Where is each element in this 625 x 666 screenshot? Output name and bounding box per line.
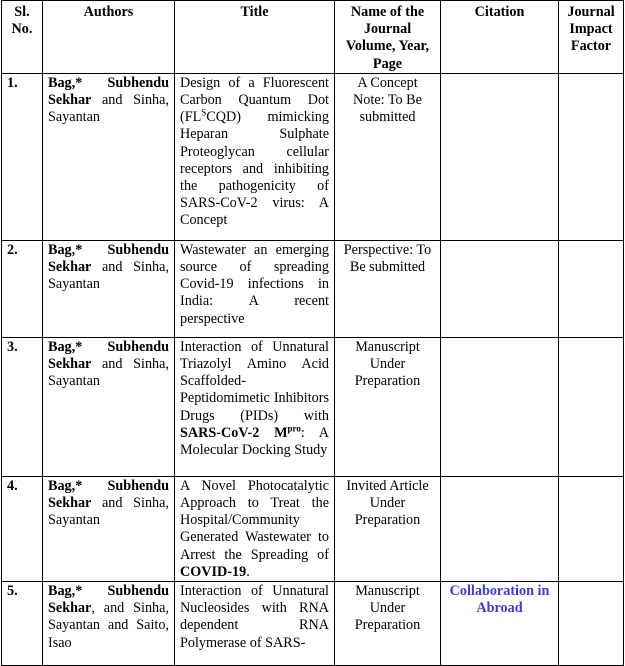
lead-author: Bag,* Subhendu Sekhar xyxy=(48,583,169,617)
journal-cell: Perspective: To Be submitted xyxy=(335,240,441,337)
title-text-a: Design of a Fluorescent Carbon Quantum Dot (FL xyxy=(180,74,329,126)
row-number: 1. xyxy=(2,73,43,240)
citation-cell xyxy=(441,73,559,240)
publications-table xyxy=(1,0,624,666)
title-text-a: Interaction of Unnatural Triazolyl Amino Acid Scaffolded-Peptidomimetic Inhibitors Drugs (PIDs) with xyxy=(180,338,329,424)
title-bold-text: SARS-CoV-2 M xyxy=(180,424,288,441)
title-superscript: S xyxy=(201,107,207,118)
title-cell: Wastewater an emerging source of spreading Covid-19 infections in India: A recent perspective xyxy=(175,240,335,337)
lead-author: Bag,* Subhendu Sekhar xyxy=(48,74,169,109)
header-row xyxy=(2,1,624,74)
citation-cell xyxy=(441,476,559,581)
authors-cell xyxy=(43,337,175,476)
title-bold-text: COVID-19 xyxy=(180,563,247,580)
table-row xyxy=(2,73,624,240)
co-authors: , and Sinha, Sayantan and Saito, Isao xyxy=(48,600,169,651)
authors-cell xyxy=(43,582,175,666)
title-text-a: A Novel Photocatalytic Approach to Treat the Hospital/Community Generated Wastewater to Arrest the Spreading of xyxy=(180,477,329,563)
citation-cell xyxy=(441,337,559,476)
impact-factor-cell xyxy=(559,240,624,337)
title-cell xyxy=(175,476,335,581)
journal-cell: Invited Article Under Preparation xyxy=(335,476,441,581)
table-row xyxy=(2,582,624,666)
header-authors: Authors xyxy=(43,1,175,74)
impact-factor-cell xyxy=(559,476,624,581)
table-row xyxy=(2,240,624,337)
header-journal: Name of the Journal Volume, Year, Page xyxy=(335,1,441,74)
header-title: Title xyxy=(175,1,335,74)
impact-factor-cell xyxy=(559,582,624,666)
title-cell: Interaction of Unnatural Nucleosides with RNA dependent RNA Polymerase of SARS- xyxy=(175,582,335,666)
row-number: 3. xyxy=(2,337,43,476)
table-row xyxy=(2,337,624,476)
co-authors: and Sinha, Sayantan xyxy=(48,495,169,529)
title-superscript: pro xyxy=(287,423,301,434)
impact-factor-cell xyxy=(559,337,624,476)
title-cell xyxy=(175,73,335,240)
authors-cell xyxy=(43,476,175,581)
header-sl-no: Sl. No. xyxy=(2,1,43,74)
table-row xyxy=(2,476,624,581)
row-number: 5. xyxy=(2,582,43,666)
co-authors: and Sinha, Sayantan xyxy=(48,356,169,390)
citation-cell xyxy=(441,582,559,666)
co-authors: and Sinha, Sayantan xyxy=(48,92,169,126)
title-text-b: . xyxy=(246,563,250,580)
citation-cell xyxy=(441,240,559,337)
row-number: 2. xyxy=(2,240,43,337)
impact-factor-cell xyxy=(559,73,624,240)
collaboration-label: Collaboration in Abroad xyxy=(449,583,550,617)
journal-cell: Manuscript Under Preparation xyxy=(335,337,441,476)
header-citation: Citation xyxy=(441,1,559,74)
co-authors: and Sinha, Sayantan xyxy=(48,259,169,293)
lead-author: Bag,* Subhendu Sekhar xyxy=(48,477,169,512)
journal-cell: A Concept Note: To Be submitted xyxy=(335,73,441,240)
lead-author: Bag,* Subhendu Sekhar xyxy=(48,241,169,276)
lead-author: Bag,* Subhendu Sekhar xyxy=(48,338,169,373)
authors-cell xyxy=(43,240,175,337)
header-impact-factor: Journal Impact Factor xyxy=(559,1,624,74)
journal-cell: Manuscript Under Preparation xyxy=(335,582,441,666)
authors-cell xyxy=(43,73,175,240)
title-text-b: : A Molecular Docking Study xyxy=(180,424,329,459)
row-number: 4. xyxy=(2,476,43,581)
title-cell xyxy=(175,337,335,476)
title-text-b: CQD) mimicking Heparan Sulphate Proteoglycan cellular receptors and inhibiting the pathogenicity of SARS-CoV-2 virus: A Concept xyxy=(180,109,329,229)
